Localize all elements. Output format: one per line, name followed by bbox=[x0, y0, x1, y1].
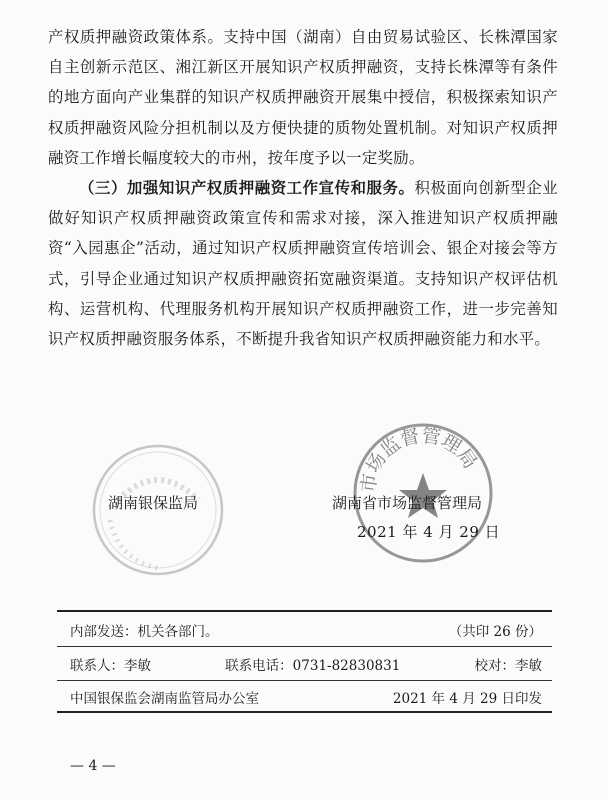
contact-phone: 联系电话：0731-82830831 bbox=[225, 658, 401, 674]
paragraph-policy: 产权质押融资政策体系。支持中国（湖南）自由贸易试验区、长株潭国家自主创新示范区、湘江新区开展知识产权质押融资，支持长株潭等有条件的地方面向产业集群的知识产权质押融资开展集中授信，积极探索知识产权质押融资风险分担机制以及方便快捷的质物处置机制。对知识产权质押融资工作增长幅度较大的市州，按年度予以一定奖励。 bbox=[48, 28, 558, 167]
signer-market-supervision: 湖南省市场监督管理局 bbox=[332, 494, 483, 512]
page-number: — 4 — bbox=[70, 758, 116, 774]
issue-date: 2021 年 4 月 29 日印发 bbox=[392, 691, 542, 707]
signing-date: 2021 年 4 月 29 日 bbox=[357, 523, 501, 541]
issuing-office: 中国银保监会湖南监管局办公室 bbox=[70, 691, 259, 707]
footer-distribution-row bbox=[70, 620, 542, 640]
svg-text:市场监督管理局: 市场监督管理局 bbox=[357, 424, 482, 494]
footer-top-rule bbox=[57, 610, 552, 612]
contact-person: 联系人：李敏 bbox=[70, 658, 151, 674]
paragraph-publicity-body: 积极面向创新型企业做好知识产权质押融资政策宣传和需求对接，深入推进知识产权质押融资“入园惠企”活动，通过知识产权质押融资宣传培训会、银企对接会等方式，引导企业通过知识产权质押融资拓宽融资渠道。支持知识产权评估机构、运营机构、代理服务机构开展知识产权质押融资工作，进一步完善知识产权质押融资服务体系，不断提升我省知识产权质押融资能力和水平。 bbox=[48, 179, 558, 349]
signer-bank: 湖南银保监局 bbox=[108, 494, 199, 512]
footer-divider-2 bbox=[57, 680, 552, 681]
footer-issuer-row bbox=[70, 687, 542, 707]
footer-contact-row bbox=[70, 654, 542, 674]
section-heading-three: （三）加强知识产权质押融资工作宣传和服务。 bbox=[79, 179, 415, 198]
distribution-label: 内部发送：机关各部门。 bbox=[70, 624, 219, 640]
footer-bottom-rule bbox=[57, 711, 552, 713]
paragraph-publicity bbox=[48, 173, 558, 354]
proofreader: 校对：李敏 bbox=[474, 658, 542, 674]
document-body bbox=[48, 22, 558, 354]
footer-divider-1 bbox=[57, 646, 552, 647]
copies-count: （共印 26 份） bbox=[448, 624, 542, 640]
